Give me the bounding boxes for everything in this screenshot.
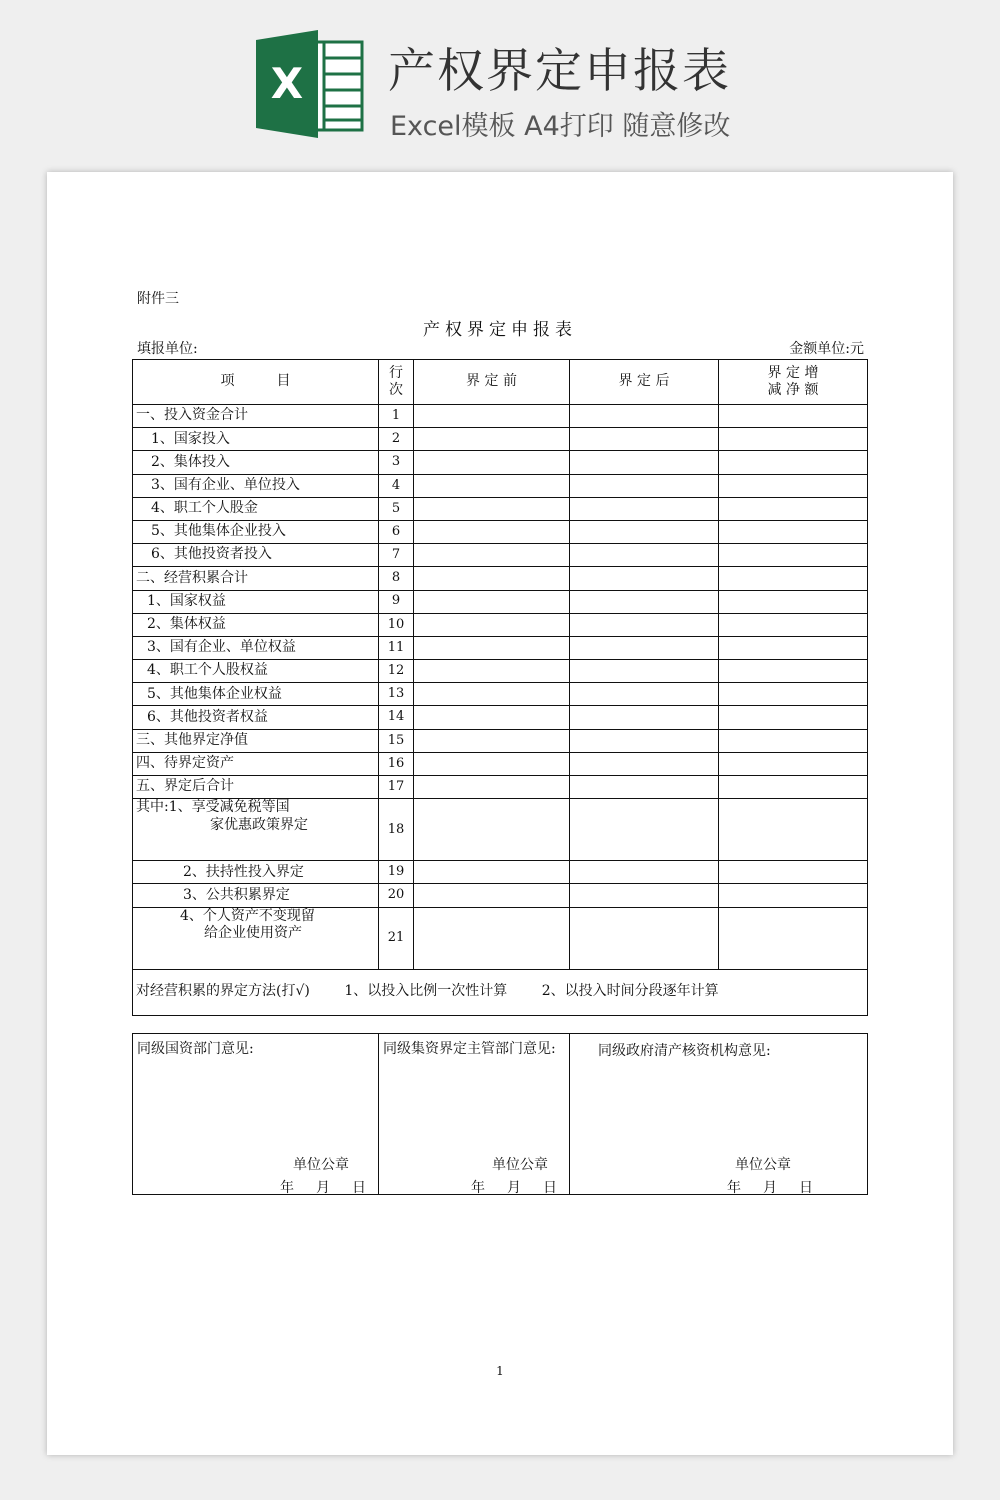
row-label-line1: 其中:1、享受减免税等国 bbox=[136, 799, 290, 816]
cell-after[interactable] bbox=[570, 660, 719, 683]
row-label: 3、公共积累界定 bbox=[133, 884, 379, 907]
opinion-label: 同级国资部门意见: bbox=[137, 1041, 254, 1057]
cell-before[interactable] bbox=[414, 567, 570, 590]
table-row bbox=[133, 660, 868, 683]
table-row bbox=[133, 752, 868, 775]
cell-after[interactable] bbox=[570, 861, 719, 884]
document-page bbox=[47, 172, 953, 1455]
table-row bbox=[133, 884, 868, 907]
table-row bbox=[133, 776, 868, 799]
cell-after[interactable] bbox=[570, 497, 719, 520]
table-row bbox=[133, 861, 868, 884]
date-year: 年 bbox=[471, 1180, 485, 1196]
cell-before[interactable] bbox=[414, 544, 570, 567]
row-number: 9 bbox=[379, 590, 414, 613]
row-number: 1 bbox=[379, 405, 414, 428]
row-number: 3 bbox=[379, 451, 414, 474]
cell-after[interactable] bbox=[570, 729, 719, 752]
seal-label: 单位公章 bbox=[492, 1157, 548, 1173]
cell-before[interactable] bbox=[414, 613, 570, 636]
cell-net[interactable] bbox=[719, 683, 868, 706]
cell-after[interactable] bbox=[570, 636, 719, 659]
row-label: 6、其他投资者投入 bbox=[133, 544, 379, 567]
cell-net[interactable] bbox=[719, 520, 868, 543]
row-number: 14 bbox=[379, 706, 414, 729]
cell-before[interactable] bbox=[414, 776, 570, 799]
header-net-line1: 界 定 增 bbox=[767, 364, 819, 381]
table-row bbox=[133, 544, 868, 567]
declaration-table bbox=[132, 359, 868, 1016]
cell-before[interactable] bbox=[414, 729, 570, 752]
filler-unit-label: 填报单位: bbox=[137, 341, 198, 357]
amount-unit-label: 金额单位:元 bbox=[789, 341, 864, 357]
opinion-collective-funds[interactable] bbox=[379, 1034, 570, 1195]
cell-after[interactable] bbox=[570, 799, 719, 861]
cell-net[interactable] bbox=[719, 776, 868, 799]
row-number: 12 bbox=[379, 660, 414, 683]
cell-net[interactable] bbox=[719, 752, 868, 775]
table-row bbox=[133, 520, 868, 543]
cell-before[interactable] bbox=[414, 752, 570, 775]
cell-before[interactable] bbox=[414, 405, 570, 428]
row-label: 2、集体投入 bbox=[133, 451, 379, 474]
table-row-special bbox=[133, 799, 868, 861]
cell-before[interactable] bbox=[414, 907, 570, 969]
row-label: 4、职工个人股权益 bbox=[133, 660, 379, 683]
row-number: 16 bbox=[379, 752, 414, 775]
row-label-line2: 给企业使用资产 bbox=[204, 925, 302, 942]
date-year: 年 bbox=[280, 1180, 294, 1196]
row-label: 5、其他集体企业权益 bbox=[133, 683, 379, 706]
row-number: 8 bbox=[379, 567, 414, 590]
template-banner bbox=[0, 0, 1000, 160]
cell-after[interactable] bbox=[570, 544, 719, 567]
row-number: 13 bbox=[379, 683, 414, 706]
cell-net[interactable] bbox=[719, 428, 868, 451]
row-number: 20 bbox=[379, 884, 414, 907]
cell-before[interactable] bbox=[414, 683, 570, 706]
opinion-label: 同级政府清产核资机构意见: bbox=[598, 1043, 771, 1059]
method-label: 对经营积累的界定方法(打√) bbox=[136, 983, 310, 1000]
cell-net[interactable] bbox=[719, 544, 868, 567]
row-label: 四、待界定资产 bbox=[133, 752, 379, 775]
row-number: 6 bbox=[379, 520, 414, 543]
cell-before[interactable] bbox=[414, 590, 570, 613]
table-row bbox=[133, 428, 868, 451]
row-number: 18 bbox=[379, 799, 414, 861]
date-line bbox=[449, 1177, 557, 1197]
row-label: 五、界定后合计 bbox=[133, 776, 379, 799]
attachment-label: 附件三 bbox=[137, 291, 179, 307]
row-label: 2、扶持性投入界定 bbox=[133, 861, 379, 884]
cell-before[interactable] bbox=[414, 799, 570, 861]
method-option-1[interactable]: 1、以投入比例一次性计算 bbox=[344, 983, 508, 1000]
cell-after[interactable] bbox=[570, 405, 719, 428]
cell-before[interactable] bbox=[414, 428, 570, 451]
table-row bbox=[133, 451, 868, 474]
cell-net[interactable] bbox=[719, 861, 868, 884]
header-net-line2: 减 净 额 bbox=[767, 382, 819, 398]
cell-after[interactable] bbox=[570, 752, 719, 775]
cell-net[interactable] bbox=[719, 884, 868, 907]
table-header-row bbox=[133, 360, 868, 405]
row-number: 7 bbox=[379, 544, 414, 567]
table-row bbox=[133, 636, 868, 659]
opinion-government-audit[interactable] bbox=[570, 1034, 868, 1195]
date-month: 月 bbox=[316, 1180, 330, 1196]
table-row-special bbox=[133, 907, 868, 969]
cell-after[interactable] bbox=[570, 474, 719, 497]
table-row bbox=[133, 729, 868, 752]
header-after: 界 定 后 bbox=[570, 360, 719, 405]
cell-after[interactable] bbox=[570, 683, 719, 706]
date-day: 日 bbox=[543, 1180, 557, 1196]
method-row bbox=[133, 969, 868, 1015]
cell-before[interactable] bbox=[414, 451, 570, 474]
cell-after[interactable] bbox=[570, 706, 719, 729]
row-label: 4、职工个人股金 bbox=[133, 497, 379, 520]
table-row bbox=[133, 497, 868, 520]
opinion-state-assets[interactable] bbox=[133, 1034, 379, 1195]
method-cell bbox=[133, 969, 868, 1015]
excel-logo-icon bbox=[256, 30, 364, 138]
cell-after[interactable] bbox=[570, 451, 719, 474]
row-label bbox=[133, 907, 379, 969]
row-number: 15 bbox=[379, 729, 414, 752]
cell-before[interactable] bbox=[414, 706, 570, 729]
cell-after[interactable] bbox=[570, 520, 719, 543]
row-number: 10 bbox=[379, 613, 414, 636]
cell-net[interactable] bbox=[719, 405, 868, 428]
cell-after[interactable] bbox=[570, 428, 719, 451]
row-label: 5、其他集体企业投入 bbox=[133, 520, 379, 543]
row-label bbox=[133, 799, 379, 861]
cell-after[interactable] bbox=[570, 776, 719, 799]
cell-net[interactable] bbox=[719, 497, 868, 520]
row-label: 1、国家投入 bbox=[133, 428, 379, 451]
row-number: 21 bbox=[379, 907, 414, 969]
seal-label: 单位公章 bbox=[735, 1157, 791, 1173]
header-net-change bbox=[719, 360, 868, 405]
row-number: 5 bbox=[379, 497, 414, 520]
cell-after[interactable] bbox=[570, 590, 719, 613]
row-label: 二、经营积累合计 bbox=[133, 567, 379, 590]
header-row-no-line1: 行 bbox=[389, 364, 403, 381]
row-label: 3、国有企业、单位权益 bbox=[133, 636, 379, 659]
document-title: 产权界定申报表 bbox=[423, 320, 577, 340]
table-row bbox=[133, 683, 868, 706]
table-row bbox=[133, 613, 868, 636]
cell-net[interactable] bbox=[719, 451, 868, 474]
date-line bbox=[258, 1177, 366, 1197]
date-month: 月 bbox=[507, 1180, 521, 1196]
row-label: 三、其他界定净值 bbox=[133, 729, 379, 752]
cell-net[interactable] bbox=[719, 660, 868, 683]
row-label-line2: 家优惠政策界定 bbox=[210, 816, 308, 833]
header-row-no-line2: 次 bbox=[389, 382, 403, 398]
cell-net[interactable] bbox=[719, 590, 868, 613]
row-label: 一、投入资金合计 bbox=[133, 405, 379, 428]
row-label: 3、国有企业、单位投入 bbox=[133, 474, 379, 497]
cell-before[interactable] bbox=[414, 636, 570, 659]
table-row bbox=[133, 567, 868, 590]
cell-before[interactable] bbox=[414, 861, 570, 884]
row-label: 6、其他投资者权益 bbox=[133, 706, 379, 729]
header-item: 项 目 bbox=[133, 360, 379, 405]
cell-net[interactable] bbox=[719, 567, 868, 590]
seal-label: 单位公章 bbox=[293, 1157, 349, 1173]
cell-after[interactable] bbox=[570, 884, 719, 907]
cell-before[interactable] bbox=[414, 474, 570, 497]
date-day: 日 bbox=[799, 1180, 813, 1196]
cell-net[interactable] bbox=[719, 729, 868, 752]
cell-net[interactable] bbox=[719, 706, 868, 729]
cell-net[interactable] bbox=[719, 907, 868, 969]
header-row-no bbox=[379, 360, 414, 405]
cell-net[interactable] bbox=[719, 474, 868, 497]
row-number: 11 bbox=[379, 636, 414, 659]
table-row bbox=[133, 405, 868, 428]
row-label: 1、国家权益 bbox=[133, 590, 379, 613]
date-month: 月 bbox=[763, 1180, 777, 1196]
opinion-table bbox=[132, 1033, 868, 1195]
row-number: 17 bbox=[379, 776, 414, 799]
cell-after[interactable] bbox=[570, 567, 719, 590]
date-year: 年 bbox=[727, 1180, 741, 1196]
cell-after[interactable] bbox=[570, 907, 719, 969]
logo-letter: X bbox=[270, 59, 304, 108]
cell-before[interactable] bbox=[414, 497, 570, 520]
header-before: 界 定 前 bbox=[414, 360, 570, 405]
table-row bbox=[133, 590, 868, 613]
banner-subtitle: Excel模板 A4打印 随意修改 bbox=[390, 111, 731, 142]
row-label-line1: 4、个人资产不变现留 bbox=[180, 907, 315, 924]
cell-net[interactable] bbox=[719, 613, 868, 636]
cell-net[interactable] bbox=[719, 799, 868, 861]
row-number: 2 bbox=[379, 428, 414, 451]
row-label: 2、集体权益 bbox=[133, 613, 379, 636]
row-number: 19 bbox=[379, 861, 414, 884]
cell-before[interactable] bbox=[414, 660, 570, 683]
cell-before[interactable] bbox=[414, 520, 570, 543]
banner-title: 产权界定申报表 bbox=[388, 44, 731, 99]
method-option-2[interactable]: 2、以投入时间分段逐年计算 bbox=[541, 983, 719, 1000]
opinion-label: 同级集资界定主管部门意见: bbox=[383, 1041, 556, 1057]
table-row bbox=[133, 474, 868, 497]
cell-net[interactable] bbox=[719, 636, 868, 659]
date-line bbox=[705, 1177, 813, 1197]
cell-after[interactable] bbox=[570, 613, 719, 636]
page-number: 1 bbox=[496, 1364, 504, 1378]
date-day: 日 bbox=[352, 1180, 366, 1196]
table-row bbox=[133, 706, 868, 729]
cell-before[interactable] bbox=[414, 884, 570, 907]
row-number: 4 bbox=[379, 474, 414, 497]
